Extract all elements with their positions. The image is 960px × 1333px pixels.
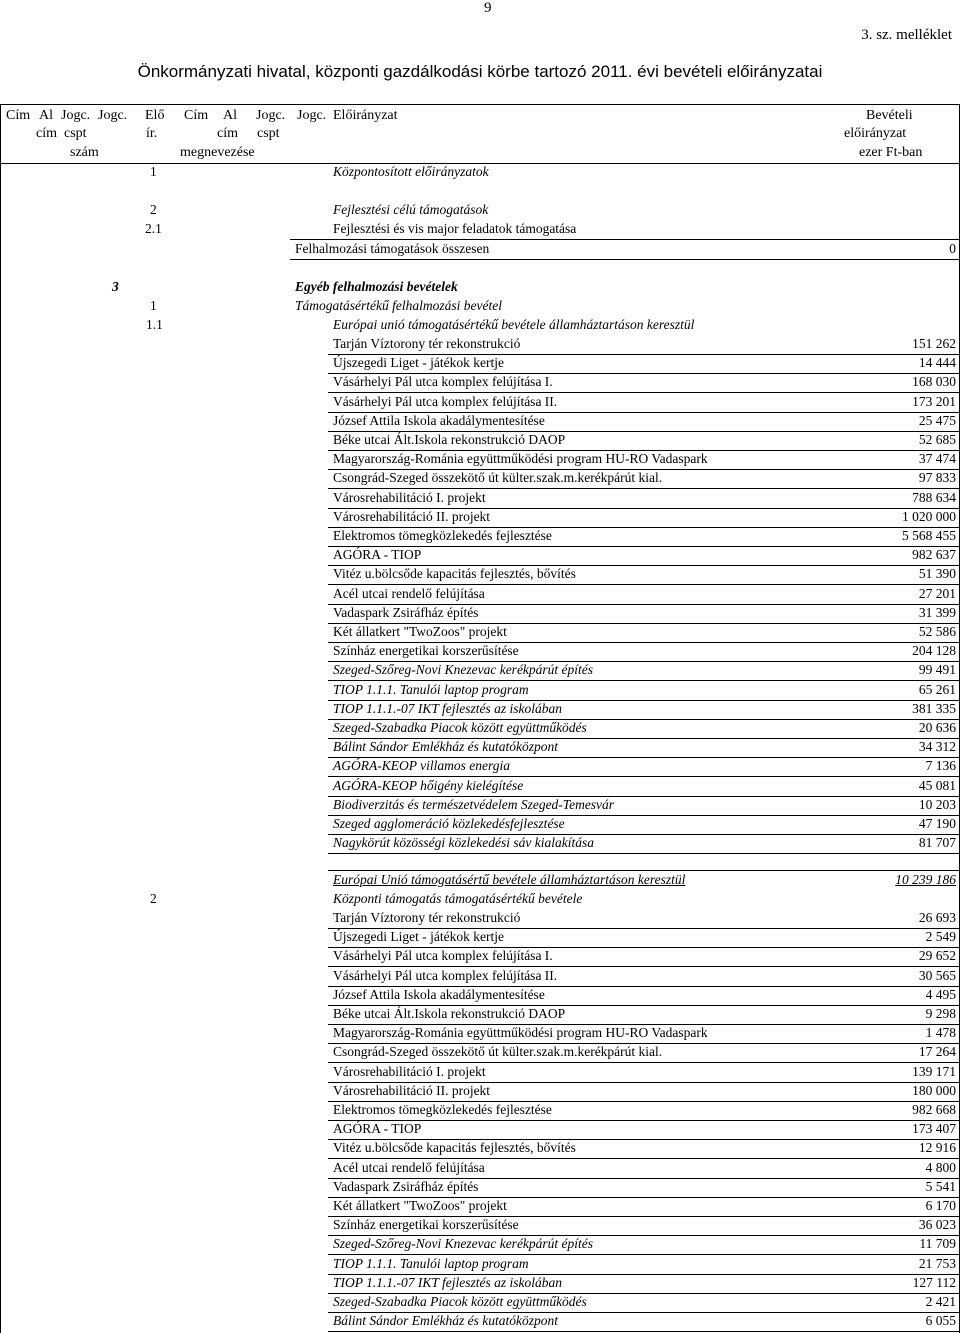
row-label: Vitéz u.bölcsőde kapacitás fejlesztés, bővítés [333, 566, 576, 582]
table-row [0, 758, 960, 777]
row-label: Acél utcai rendelő felújítása [333, 585, 485, 601]
table-row [0, 566, 960, 585]
table-row [0, 835, 960, 854]
row-label: Magyarország-Románia együttműködési program HU-RO Vadaspark [333, 1025, 708, 1041]
table-row [0, 394, 960, 413]
row-value: 99 491 [918, 662, 956, 678]
hdr-jogc-4: Jogc. [297, 108, 327, 123]
section-code: 1 [150, 298, 157, 313]
row-value: 0 [949, 241, 956, 256]
table-row [0, 624, 960, 643]
row-value: 52 685 [918, 432, 956, 447]
row-value: 1 478 [925, 1025, 956, 1041]
row-value: 982 668 [912, 1102, 956, 1117]
row-value: 2 421 [925, 1294, 956, 1309]
row-label: Két állatkert "TwoZoos" projekt [333, 624, 507, 639]
row-value: 26 693 [918, 910, 956, 925]
row-value: 45 081 [918, 777, 956, 793]
table-row [0, 739, 960, 758]
hdr-megnevezese: megnevezése [180, 145, 255, 160]
table-row [0, 1179, 960, 1198]
table-row [0, 701, 960, 720]
table-row [0, 797, 960, 816]
subtotal-label: Európai Unió támogatásértű bevétele államháztartáson keresztül [333, 872, 686, 887]
row-value: 168 030 [912, 374, 956, 390]
row-value: 10 203 [918, 796, 956, 812]
row-value: 47 190 [918, 816, 956, 831]
row-value: 31 399 [918, 604, 956, 620]
row-label: József Attila Iskola akadálymentesítése [333, 412, 545, 428]
table-row [0, 470, 960, 489]
table-row [0, 605, 960, 624]
table-row [0, 1294, 960, 1313]
table-row [0, 1140, 960, 1159]
row-value: 204 128 [912, 643, 956, 659]
hdr-eloiranyzat: Előirányzat [333, 108, 398, 123]
row-value: 51 390 [918, 566, 956, 582]
row-value: 20 636 [918, 720, 956, 735]
table-row [0, 413, 960, 432]
hdr-eloiranyzat-sub: előirányzat [844, 126, 907, 141]
row-label: Biodiverzitás és természetvédelem Szeged-Temesvár [333, 796, 615, 812]
row-label: Elektromos tömegközlekedés fejlesztése [333, 1102, 552, 1117]
row-value: 151 262 [912, 336, 956, 351]
section-label: Központi támogatás támogatásértékű bevétele [333, 891, 583, 906]
total-rule-top [290, 239, 960, 240]
row-label: Felhalmozási támogatások összesen [295, 241, 490, 256]
row-value: 97 833 [918, 470, 956, 486]
table-row [0, 662, 960, 681]
table-row [0, 682, 960, 701]
table-row [0, 432, 960, 451]
row-rule [328, 853, 960, 854]
row-label: Városrehabilitáció II. projekt [333, 508, 491, 524]
table-row [0, 221, 960, 240]
table-row [0, 1102, 960, 1121]
table-row [0, 1064, 960, 1083]
hdr-elo: Elő [145, 108, 165, 123]
row-label: Vásárhelyi Pál utca komplex felújítása I. [333, 374, 553, 390]
row-value: 5 541 [925, 1178, 956, 1194]
table-row [0, 355, 960, 374]
row-label: TIOP 1.1.1.-07 IKT fejlesztés az iskolában [333, 700, 563, 716]
table-row [0, 1313, 960, 1332]
hdr-cspt-sub-2: cspt [257, 126, 280, 141]
table-row [0, 1198, 960, 1217]
hdr-cspt-sub: cspt [64, 126, 87, 141]
row-value: 139 171 [912, 1063, 956, 1079]
row-value: 9 298 [925, 1006, 956, 1021]
row-label: Magyarország-Románia együttműködési program HU-RO Vadaspark [333, 451, 708, 467]
row-label: Nagykörút közösségi közlekedési sáv kialakítása [333, 835, 594, 851]
row-label: Csongrád-Szeged összekötő út külter.szak.m.kerékpárút kial. [333, 470, 663, 486]
row-value: 30 565 [918, 967, 956, 983]
section-code: 3 [112, 279, 119, 294]
row-label: Tarján Víztorony tér rekonstrukció [333, 336, 521, 351]
table-row [0, 948, 960, 967]
row-label: Központosított előirányzatok [333, 164, 489, 179]
row-label: Vadaspark Zsiráfház építés [333, 604, 479, 620]
row-value: 7 136 [925, 758, 956, 774]
row-label: Szeged-Szabadka Piacok között együttműködés [333, 720, 587, 735]
table-row [0, 1006, 960, 1025]
table-row [0, 547, 960, 566]
table-row [0, 336, 960, 355]
table-row [0, 164, 960, 183]
table-row [0, 643, 960, 662]
row-value: 173 201 [912, 393, 956, 409]
hdr-unit: ezer Ft-ban [859, 145, 923, 160]
section-label: Európai unió támogatásértékű bevétele államháztartáson keresztül [333, 317, 695, 332]
hdr-al: Al [39, 108, 53, 123]
row-label: Vásárhelyi Pál utca komplex felújítása II. [333, 393, 558, 409]
row-label: Szeged-Szőreg-Novi Knezevac kerékpárút építés [333, 1236, 594, 1252]
row-value: 6 055 [925, 1313, 956, 1329]
row-value: 4 800 [925, 1159, 956, 1175]
subtotal-value: 10 239 186 [895, 872, 956, 887]
table-row [0, 929, 960, 948]
section-row [0, 298, 960, 317]
section-label: Egyéb felhalmozási bevételek [295, 279, 458, 294]
row-label: TIOP 1.1.1.-07 IKT fejlesztés az iskolában [333, 1274, 563, 1290]
row-label: TIOP 1.1.1. Tanulói laptop program [333, 681, 529, 697]
row-label: Fejlesztési célú támogatások [333, 202, 489, 217]
section-row [0, 891, 960, 910]
hdr-cim-sub-2: cím [217, 126, 238, 141]
row-value: 36 023 [918, 1217, 956, 1233]
row-value: 2 549 [925, 929, 956, 945]
row-label: Városrehabilitáció I. projekt [333, 489, 486, 505]
annex-label: 3. sz. melléklet [861, 27, 952, 43]
row-value: 81 707 [918, 835, 956, 851]
row-label: Színház energetikai korszerűsítése [333, 643, 519, 659]
row-label: AGÓRA - TIOP [333, 547, 422, 563]
section-row [0, 279, 960, 298]
row-label: Béke utcai Ált.Iskola rekonstrukció DAOP [333, 432, 566, 447]
row-value: 4 495 [925, 986, 956, 1002]
table-row [0, 910, 960, 929]
hdr-cim-sub: cím [36, 126, 57, 141]
section-row [0, 317, 960, 336]
table-row [0, 1160, 960, 1179]
row-value: 180 000 [912, 1082, 956, 1098]
row-label: Acél utcai rendelő felújítása [333, 1159, 485, 1175]
hdr-cim: Cím [6, 108, 31, 123]
row-value: 29 652 [918, 948, 956, 964]
row-value: 14 444 [918, 355, 956, 371]
hdr-szam: szám [70, 145, 99, 160]
row-value: 127 112 [912, 1274, 956, 1290]
row-label: Két állatkert "TwoZoos" projekt [333, 1198, 507, 1213]
subtotal-rule-top [328, 870, 960, 871]
table-row [0, 1083, 960, 1102]
row-code: 2 [150, 202, 157, 217]
row-value: 173 407 [912, 1121, 956, 1137]
header-top-rule [0, 104, 960, 105]
table-row [0, 1236, 960, 1255]
row-code: 1 [150, 164, 157, 179]
row-label: AGÓRA - TIOP [333, 1121, 422, 1137]
row-value: 37 474 [918, 451, 956, 467]
row-value: 21 753 [918, 1255, 956, 1271]
row-label: Vásárhelyi Pál utca komplex felújítása I. [333, 948, 553, 964]
row-label: Béke utcai Ált.Iskola rekonstrukció DAOP [333, 1006, 566, 1021]
hdr-ir-sub: ír. [146, 126, 158, 141]
row-code: 2.1 [145, 221, 162, 236]
row-label: Bálint Sándor Emlékház és kutatóközpont [333, 1313, 558, 1329]
row-value: 17 264 [918, 1044, 956, 1060]
row-label: TIOP 1.1.1. Tanulói laptop program [333, 1255, 529, 1271]
table-row [0, 1025, 960, 1044]
table-row [0, 816, 960, 835]
table-row [0, 202, 960, 221]
section-code: 1.1 [146, 317, 163, 332]
row-label: Elektromos tömegközlekedés fejlesztése [333, 528, 552, 543]
hdr-al-2: Al [223, 108, 237, 123]
hdr-beveteli: Bevételi [866, 108, 913, 123]
row-label: Bálint Sándor Emlékház és kutatóközpont [333, 739, 558, 755]
row-rule [328, 1331, 960, 1332]
row-label: Újszegedi Liget - játékok kertje [333, 355, 504, 371]
section-label: Támogatásértékű felhalmozási bevétel [295, 298, 502, 313]
row-label: Csongrád-Szeged összekötő út külter.szak.m.kerékpárút kial. [333, 1044, 663, 1060]
table-row [0, 1217, 960, 1236]
subtotal-row [0, 872, 960, 891]
hdr-jogc-2: Jogc. [98, 108, 128, 123]
row-value: 11 709 [919, 1236, 956, 1252]
row-value: 5 568 455 [902, 528, 956, 543]
row-label: AGÓRA-KEOP hőigény kielégítése [333, 777, 524, 793]
row-label: Fejlesztési és vis major feladatok támogatása [333, 221, 577, 236]
table-row [0, 528, 960, 547]
row-value: 65 261 [918, 681, 956, 697]
row-label: Szeged-Szőreg-Novi Knezevac kerékpárút építés [333, 662, 594, 678]
total-row [0, 241, 960, 260]
table-row [0, 720, 960, 739]
row-label: Városrehabilitáció II. projekt [333, 1082, 491, 1098]
row-value: 788 634 [912, 489, 956, 505]
row-value: 34 312 [918, 739, 956, 755]
table-row [0, 968, 960, 987]
row-value: 1 020 000 [902, 508, 956, 524]
row-value: 982 637 [912, 547, 956, 563]
row-label: Vitéz u.bölcsőde kapacitás fejlesztés, bővítés [333, 1140, 576, 1156]
row-label: József Attila Iskola akadálymentesítése [333, 986, 545, 1002]
table-row [0, 1275, 960, 1294]
table-row [0, 490, 960, 509]
table-row [0, 1256, 960, 1275]
table-row [0, 778, 960, 797]
row-label: Tarján Víztorony tér rekonstrukció [333, 910, 521, 925]
section-code: 2 [150, 891, 157, 906]
total-rule-bottom [290, 259, 960, 260]
row-label: Újszegedi Liget - játékok kertje [333, 929, 504, 945]
row-value: 25 475 [918, 412, 956, 428]
hdr-jogc-3: Jogc. [256, 108, 286, 123]
row-value: 12 916 [918, 1140, 956, 1156]
row-value: 52 586 [918, 624, 956, 639]
row-label: AGÓRA-KEOP villamos energia [333, 758, 510, 774]
table-row [0, 1121, 960, 1140]
page-number: 9 [484, 0, 492, 16]
row-value: 381 335 [912, 700, 956, 716]
hdr-jogc-1: Jogc. [61, 108, 91, 123]
table-row [0, 509, 960, 528]
table-row [0, 987, 960, 1006]
table-row [0, 586, 960, 605]
table-row [0, 1044, 960, 1063]
page-title: Önkormányzati hivatal, központi gazdálkodási körbe tartozó 2011. évi bevételi előirányzatai [137, 62, 823, 81]
row-label: Városrehabilitáció I. projekt [333, 1063, 486, 1079]
row-label: Vásárhelyi Pál utca komplex felújítása II. [333, 967, 558, 983]
row-value: 6 170 [925, 1198, 956, 1213]
row-label: Színház energetikai korszerűsítése [333, 1217, 519, 1233]
hdr-cim-2: Cím [184, 108, 209, 123]
table-row [0, 374, 960, 393]
table-row [0, 451, 960, 470]
row-label: Vadaspark Zsiráfház építés [333, 1178, 479, 1194]
row-label: Szeged agglomeráció közlekedésfejlesztése [333, 816, 565, 831]
row-value: 27 201 [918, 585, 956, 601]
row-label: Szeged-Szabadka Piacok között együttműködés [333, 1294, 587, 1309]
